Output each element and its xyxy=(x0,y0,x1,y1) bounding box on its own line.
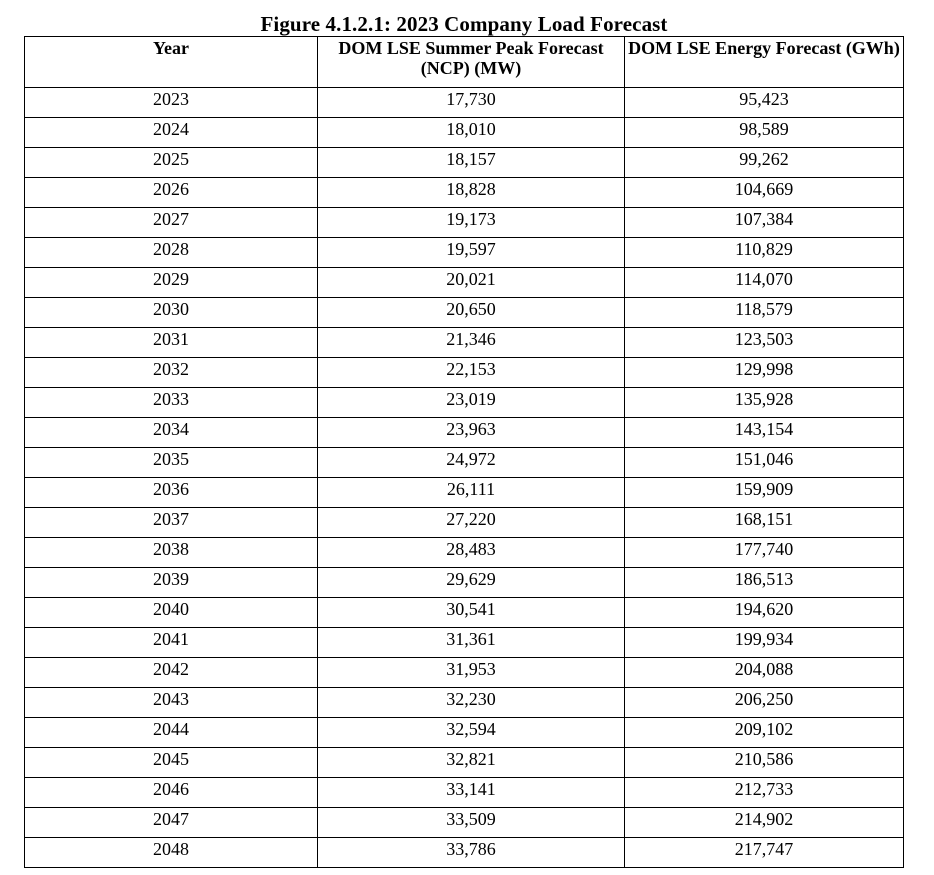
energy-forecast-cell: 143,154 xyxy=(625,418,904,448)
energy-forecast-cell: 209,102 xyxy=(625,718,904,748)
summer-peak-cell: 32,821 xyxy=(318,748,625,778)
summer-peak-cell: 27,220 xyxy=(318,508,625,538)
energy-forecast-cell: 214,902 xyxy=(625,808,904,838)
year-cell: 2030 xyxy=(25,298,318,328)
summer-peak-cell: 21,346 xyxy=(318,328,625,358)
year-cell: 2048 xyxy=(25,838,318,868)
year-cell: 2023 xyxy=(25,88,318,118)
table-row xyxy=(25,808,904,838)
summer-peak-cell: 17,730 xyxy=(318,88,625,118)
table-row xyxy=(25,748,904,778)
summer-peak-cell: 33,509 xyxy=(318,808,625,838)
table-row xyxy=(25,568,904,598)
energy-forecast-cell: 99,262 xyxy=(625,148,904,178)
column-header-energy-forecast: DOM LSE Energy Forecast (GWh) xyxy=(625,37,904,88)
table-row xyxy=(25,418,904,448)
summer-peak-cell: 18,010 xyxy=(318,118,625,148)
table-row xyxy=(25,778,904,808)
table-row xyxy=(25,118,904,148)
table-row xyxy=(25,358,904,388)
year-cell: 2039 xyxy=(25,568,318,598)
summer-peak-cell: 29,629 xyxy=(318,568,625,598)
year-cell: 2024 xyxy=(25,118,318,148)
year-cell: 2026 xyxy=(25,178,318,208)
table-header xyxy=(25,37,904,88)
year-cell: 2036 xyxy=(25,478,318,508)
energy-forecast-cell: 194,620 xyxy=(625,598,904,628)
summer-peak-cell: 30,541 xyxy=(318,598,625,628)
energy-forecast-cell: 186,513 xyxy=(625,568,904,598)
energy-forecast-cell: 177,740 xyxy=(625,538,904,568)
table-row xyxy=(25,628,904,658)
table-row xyxy=(25,238,904,268)
table-row xyxy=(25,268,904,298)
year-cell: 2028 xyxy=(25,238,318,268)
summer-peak-cell: 19,173 xyxy=(318,208,625,238)
table-row xyxy=(25,508,904,538)
table-row xyxy=(25,208,904,238)
energy-forecast-cell: 123,503 xyxy=(625,328,904,358)
year-cell: 2034 xyxy=(25,418,318,448)
energy-forecast-cell: 118,579 xyxy=(625,298,904,328)
table-body xyxy=(25,88,904,868)
summer-peak-cell: 23,019 xyxy=(318,388,625,418)
year-cell: 2045 xyxy=(25,748,318,778)
table-row xyxy=(25,478,904,508)
table-row xyxy=(25,88,904,118)
year-cell: 2038 xyxy=(25,538,318,568)
year-cell: 2047 xyxy=(25,808,318,838)
table-row xyxy=(25,838,904,868)
figure-title: Figure 4.1.2.1: 2023 Company Load Forecast xyxy=(260,12,668,36)
year-cell: 2025 xyxy=(25,148,318,178)
summer-peak-cell: 28,483 xyxy=(318,538,625,568)
table-row xyxy=(25,688,904,718)
energy-forecast-cell: 104,669 xyxy=(625,178,904,208)
summer-peak-cell: 31,953 xyxy=(318,658,625,688)
year-cell: 2044 xyxy=(25,718,318,748)
column-header-year: Year xyxy=(25,37,318,88)
summer-peak-cell: 31,361 xyxy=(318,628,625,658)
summer-peak-cell: 24,972 xyxy=(318,448,625,478)
summer-peak-cell: 33,141 xyxy=(318,778,625,808)
table-row xyxy=(25,538,904,568)
summer-peak-cell: 32,230 xyxy=(318,688,625,718)
energy-forecast-cell: 204,088 xyxy=(625,658,904,688)
year-cell: 2042 xyxy=(25,658,318,688)
energy-forecast-cell: 199,934 xyxy=(625,628,904,658)
energy-forecast-cell: 210,586 xyxy=(625,748,904,778)
summer-peak-cell: 23,963 xyxy=(318,418,625,448)
table-row xyxy=(25,298,904,328)
energy-forecast-cell: 212,733 xyxy=(625,778,904,808)
table-row xyxy=(25,598,904,628)
energy-forecast-cell: 159,909 xyxy=(625,478,904,508)
table-row xyxy=(25,328,904,358)
energy-forecast-cell: 95,423 xyxy=(625,88,904,118)
summer-peak-cell: 19,597 xyxy=(318,238,625,268)
table-row xyxy=(25,148,904,178)
summer-peak-cell: 18,157 xyxy=(318,148,625,178)
energy-forecast-cell: 168,151 xyxy=(625,508,904,538)
energy-forecast-cell: 217,747 xyxy=(625,838,904,868)
summer-peak-cell: 20,021 xyxy=(318,268,625,298)
energy-forecast-cell: 206,250 xyxy=(625,688,904,718)
summer-peak-cell: 33,786 xyxy=(318,838,625,868)
year-cell: 2043 xyxy=(25,688,318,718)
energy-forecast-cell: 110,829 xyxy=(625,238,904,268)
summer-peak-cell: 22,153 xyxy=(318,358,625,388)
year-cell: 2041 xyxy=(25,628,318,658)
year-cell: 2032 xyxy=(25,358,318,388)
energy-forecast-cell: 114,070 xyxy=(625,268,904,298)
table-row xyxy=(25,388,904,418)
table-row xyxy=(25,658,904,688)
summer-peak-cell: 18,828 xyxy=(318,178,625,208)
year-cell: 2033 xyxy=(25,388,318,418)
energy-forecast-cell: 129,998 xyxy=(625,358,904,388)
year-cell: 2027 xyxy=(25,208,318,238)
load-forecast-table xyxy=(24,36,904,868)
year-cell: 2037 xyxy=(25,508,318,538)
table-row xyxy=(25,448,904,478)
summer-peak-cell: 20,650 xyxy=(318,298,625,328)
year-cell: 2040 xyxy=(25,598,318,628)
table-row xyxy=(25,718,904,748)
column-header-summer-peak: DOM LSE Summer Peak Forecast (NCP) (MW) xyxy=(318,37,625,88)
year-cell: 2046 xyxy=(25,778,318,808)
energy-forecast-cell: 98,589 xyxy=(625,118,904,148)
header-row xyxy=(25,37,904,88)
year-cell: 2031 xyxy=(25,328,318,358)
energy-forecast-cell: 135,928 xyxy=(625,388,904,418)
summer-peak-cell: 26,111 xyxy=(318,478,625,508)
year-cell: 2029 xyxy=(25,268,318,298)
table-row xyxy=(25,178,904,208)
summer-peak-cell: 32,594 xyxy=(318,718,625,748)
energy-forecast-cell: 107,384 xyxy=(625,208,904,238)
year-cell: 2035 xyxy=(25,448,318,478)
energy-forecast-cell: 151,046 xyxy=(625,448,904,478)
